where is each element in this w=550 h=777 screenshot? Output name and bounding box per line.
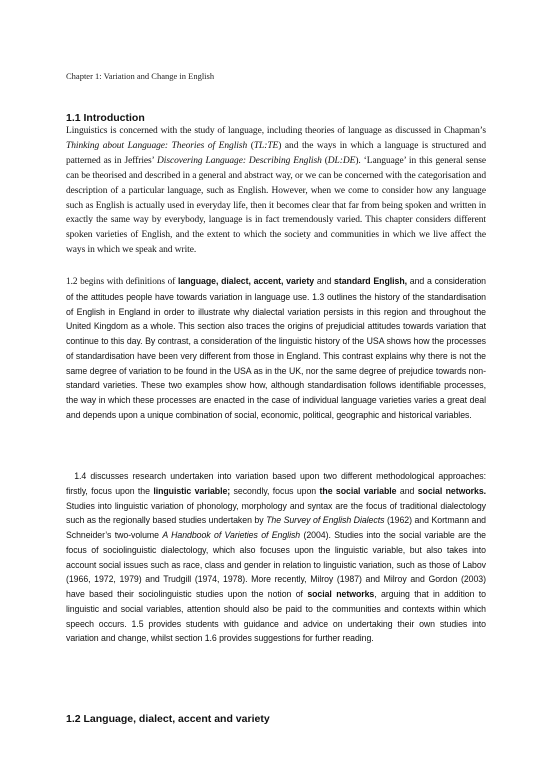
key-term-social-networks-2: social networks [307, 589, 375, 599]
key-term-linguistic-variable: linguistic variable; [153, 485, 231, 496]
key-term-social-networks: social networks. [417, 485, 487, 496]
book-title-tlte: Thinking about Language: Theories of English [66, 140, 248, 151]
paragraph-section-overview: 1.2 begins with definitions of language, dialect, accent, variety and standard English, and a consideration of the attitudes people have towards variation in language use. 1.3 outlines the history of the standardisation of English in England in order to illustrate why dialectal variation persists in this region and throughout the United Kingdom as a whole. This section also traces the origins of prejudicial attitudes towards variation that continue to this day. By contrast, a consideration of the linguistic history of the USA shows how the processes of standardisation have been very different from those in England. This contrast explains why there is not the same degree of variation to be found in the USA as in the UK, nor the same degree of prejudice towards non-standard varieties. These two examples show how, although standardisation follows identifiable processes, the way in which these processes are enacted in the case of individual language varieties varies a great deal and depends upon a unique combination of social, economic, political, geographic and historical variables. [66, 276, 486, 420]
work-title-handbook: A Handbook of Varieties of English [162, 530, 301, 540]
paragraph-introduction: Linguistics is concerned with the study of language, including theories of language as discussed in Chapman’s Thinking about Language: Theories of English (TL:TE) and the ways in which a language is structured and patterned as in Jeffries’ Discovering Language: Describing English (DL:DE). ‘Language’ in this general sense can be theorised and described in a general and abstract way, or we can be concerned with the categorisation and description of a particular language, such as English. However, when we come to consider how any language such as English is actually used in everyday life, then it becomes clear that far from being spoken and written in exactly the same way by everybody, language is in fact tremendously varied. This chapter considers different spoken varieties of English, and the extent to which the society and communities in which we live affect the ways in which we speak and write. [66, 126, 486, 256]
book-title-dlde: Discovering Language: Describing English [157, 155, 322, 166]
paragraph-research-approaches: 1.4 discusses research undertaken into variation based upon two different methodological approaches: firstly, focus upon the linguistic variable; secondly, focus upon the social variable and social networks. Studies into linguistic variation of phonology, morphology and syntax are the focus of traditional dialectology such as the regionally based studies undertaken by The Survey of English Dialects (1962) and Kortmann and Schneider’s two-volume A Handbook of Varieties of English (2004). Studies into the social variable are the focus of sociolinguistic dialectology, which also focuses upon the linguistic variable, but also takes into account social issues such as race, class and gender in relation to linguistic variation, such as those of Labov (1966, 1972, 1979) and Trudgill (1974, 1978). More recently, Milroy (1987) and Milroy and Gordon (2003) have based their sociolinguistic studies upon the notion of social networks, arguing that in addition to linguistic and social variables, attention should also be paid to the communities and contexts within which speech occurs. 1.5 provides students with guidance and advice on undertaking their own studies into variation and change, whilst section 1.6 provides suggestions for further reading. [66, 471, 487, 644]
key-terms: language, dialect, accent, variety [177, 276, 315, 286]
running-header: Chapter 1: Variation and Change in English [66, 71, 215, 81]
section-heading-introduction: 1.1 Introduction [66, 112, 145, 124]
work-title-survey: The Survey of English Dialects [266, 515, 385, 526]
abbrev-tlte: TL:TE [253, 140, 279, 151]
key-term-social-variable: the social variable [319, 485, 397, 496]
abbrev-dlde: DL:DE [327, 155, 356, 166]
section-heading-language-dialect: 1.2 Language, dialect, accent and variety [66, 713, 270, 725]
key-term-standard-english: standard English, [334, 276, 407, 286]
